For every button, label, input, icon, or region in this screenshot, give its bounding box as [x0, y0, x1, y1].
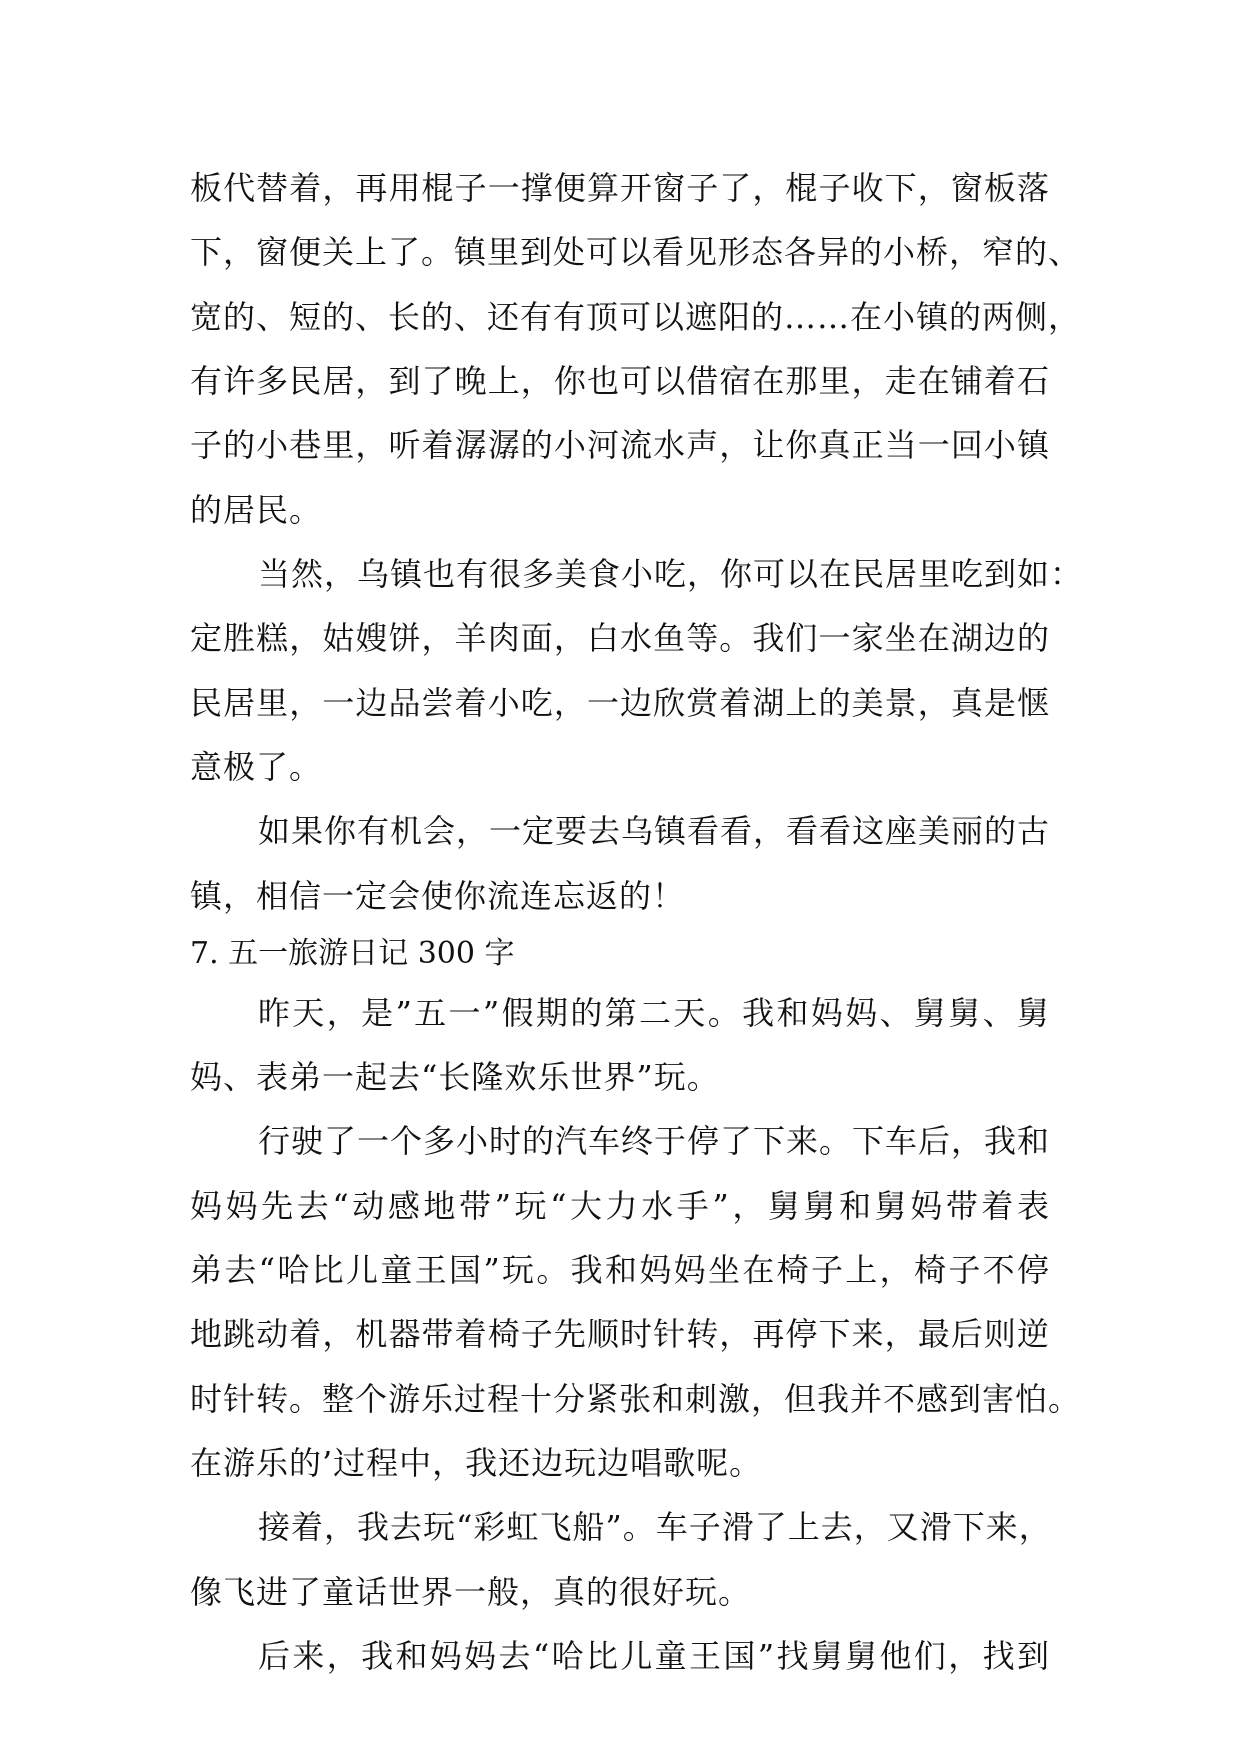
text-line: 民居里，一边品尝着小吃，一边欣赏着湖上的美景，真是惬: [190, 684, 1050, 722]
text-line: 下，窗便关上了。镇里到处可以看见形态各异的小桥，窄的、: [190, 233, 1082, 271]
paragraph-first-line: 接着，我去玩“彩虹飞船”。车子滑了上去，又滑下来，: [258, 1508, 1052, 1546]
paragraph-first-line: 如果你有机会，一定要去乌镇看看，看看这座美丽的古: [258, 812, 1051, 850]
text-line: 的居民。: [190, 491, 323, 529]
text-line: 镇，相信一定会使你流连忘返的！: [190, 877, 686, 915]
paragraph-first-line: 行驶了一个多小时的汽车终于停了下来。下车后，我和: [258, 1122, 1051, 1160]
text-line: 地跳动着，机器带着椅子先顺时针转，再停下来，最后则逆: [190, 1315, 1050, 1353]
section-heading: 7. 五一旅游日记 300 字: [190, 936, 515, 971]
text-line: 子的小巷里，听着潺潺的小河流水声，让你真正当一回小镇: [190, 426, 1050, 464]
text-line: 弟去“哈比儿童王国”玩。我和妈妈坐在椅子上，椅子不停: [190, 1251, 1050, 1289]
text-line: 像飞进了童话世界一般，真的很好玩。: [190, 1573, 752, 1611]
text-line: 妈妈先去“动感地带”玩“大力水手”，舅舅和舅妈带着表: [190, 1187, 1050, 1225]
text-line: 定胜糕，姑嫂饼，羊肉面，白水鱼等。我们一家坐在湖边的: [190, 619, 1050, 657]
text-line: 时针转。整个游乐过程十分紧张和刺激，但我并不感到害怕。: [190, 1380, 1082, 1418]
paragraph-first-line: 当然，乌镇也有很多美食小吃，你可以在民居里吃到如：: [258, 555, 1084, 593]
text-line: 在游乐的’过程中，我还边玩边唱歌呢。: [190, 1444, 763, 1482]
paragraph-first-line: 昨天，是”五一”假期的第二天。我和妈妈、舅舅、舅: [258, 994, 1050, 1032]
text-line: 板代替着，再用棍子一撑便算开窗子了，棍子收下，窗板落: [190, 169, 1050, 207]
text-line: 有许多民居，到了晚上，你也可以借宿在那里，走在铺着石: [190, 362, 1050, 400]
text-line: 宽的、短的、长的、还有有顶可以遮阳的……在小镇的两侧，: [190, 298, 1082, 336]
text-line: 妈、表弟一起去“长隆欢乐世界”玩。: [190, 1058, 720, 1096]
paragraph-first-line: 后来，我和妈妈去“哈比儿童王国”找舅舅他们，找到: [258, 1637, 1050, 1675]
text-line: 意极了。: [190, 748, 323, 786]
